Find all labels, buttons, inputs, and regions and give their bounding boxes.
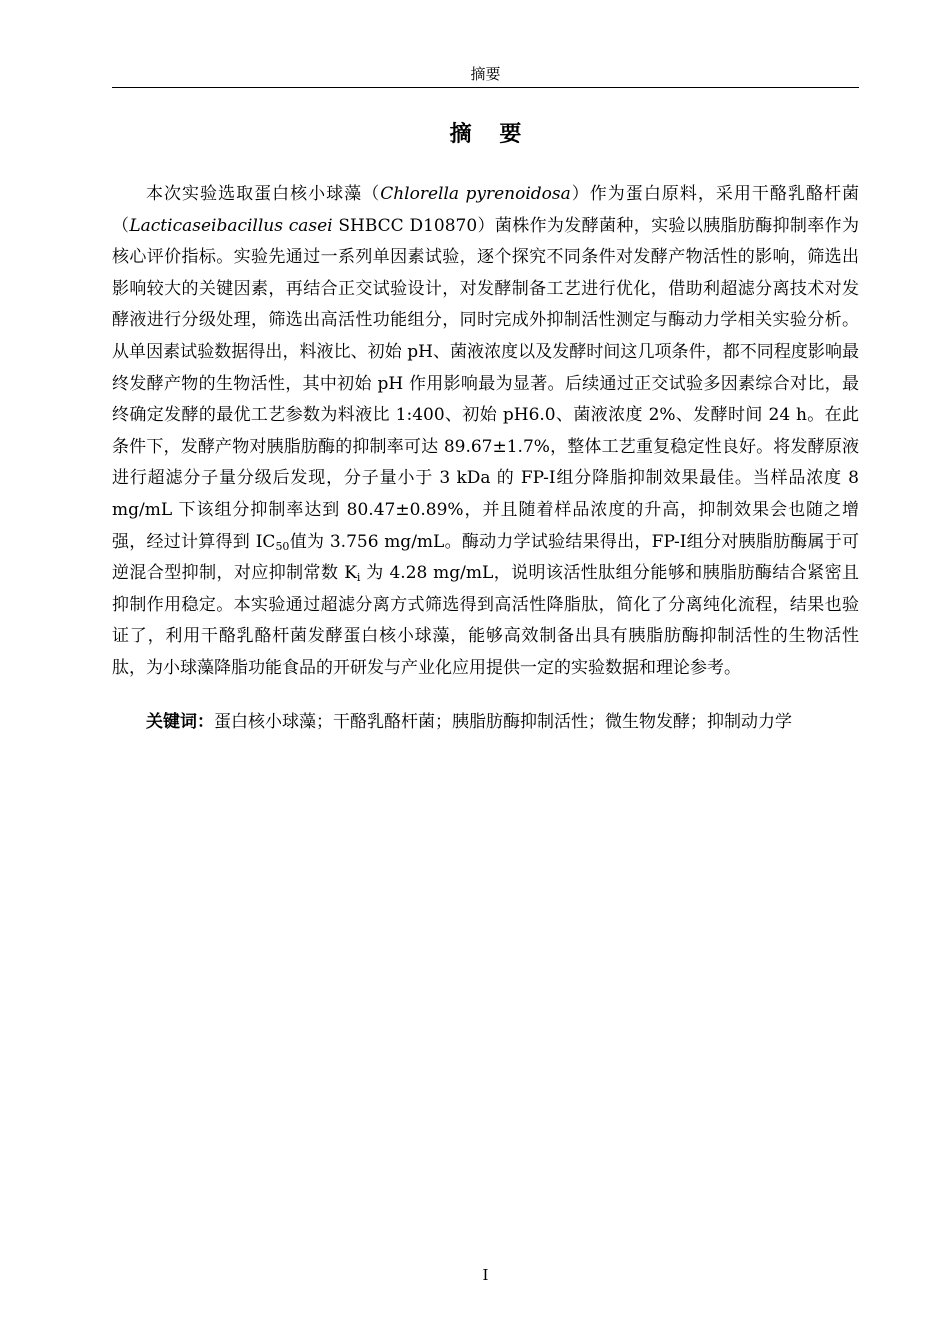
- abstract-text-3: SHBCC D10870）菌株作为发酵菌种，实验以胰脂肪酶抑制率作为核心评价指标。实验先通过一系列单因素试验，逐个探究不同条件对发酵产物活性的影响，筛选出影响较大的关键因素，再结合正交试验设计，对发酵制备工艺进行优化，借助利超滤分离技术对发酵液进行分级处理，筛选出高活性功能组分，同时完成外抑制活性测定与酶动力学相关实验分析。从单因素试验数据得出，料液比、初始 pH、菌液浓度以及发酵时间这几项条件，都不同程度影响最终发酵产物的生物活性，其中初始 pH 作用影响最为显著。后续通过正交试验多因素综合对比，最终确定发酵的最优工艺参数为料液比 1:400、初始 pH6.0、菌液浓度 2%、发酵时间 24 h。在此条件下，发酵产物对胰脂肪酶的抑制率可达 89.67±1.7%，整体工艺重复稳定性良好。将发酵原液进行超滤分子量分级后发现，分子量小于 3 kDa 的 FP-I组分降脂抑制效果最佳。当样品浓度 8 mg/mL 下该组分抑制率达到 80.47±0.89%，并且随着样品浓度的升高，抑制效果会也随之增强，经过计算得到 IC: [112, 215, 860, 552]
- page-number: I: [482, 1266, 489, 1284]
- abstract-paragraph: [112, 179, 859, 685]
- keywords-paragraph: [112, 707, 859, 739]
- species-name-chlorella: Chlorella pyrenoidosa: [380, 184, 571, 204]
- ic50-subscript: 50: [275, 539, 290, 553]
- keywords-label: 关键词：: [146, 711, 214, 732]
- keywords-text: 蛋白核小球藻；干酪乳酪杆菌；胰脂肪酶抑制活性；微生物发酵；抑制动力学: [214, 711, 792, 732]
- ki-subscript: i: [356, 571, 361, 585]
- abstract-text-5: 为 4.28 mg/mL，说明该活性肽组分能够和胰脂肪酶结合紧密且抑制作用稳定。本实验通过超滤分离方式筛选得到高活性降脂肽，简化了分离纯化流程，结果也验证了，利用干酪乳酪杆菌发酵蛋白核小球藻，能够高效制备出具有胰脂肪酶抑制活性的生物活性肽，为小球藻降脂功能食品的开研发与产业化应用提供一定的实验数据和理论参考。: [112, 563, 859, 678]
- abstract-text-4: 值为 3.756 mg/mL。酶动力学试验结果得出，FP-I组分对胰脂肪酶属于可逆混合型抑制，对应抑制常数 K: [112, 531, 859, 584]
- page-title: 摘 要: [449, 121, 532, 147]
- abstract-body: [112, 179, 859, 738]
- running-header: 摘要: [112, 64, 859, 88]
- species-name-lacticaseibacillus: Lacticaseibacillus casei: [129, 215, 333, 236]
- abstract-text-2: ）作为蛋白原料，采用干酪乳酪杆菌（: [112, 184, 860, 236]
- abstract-text-1: 本次实验选取蛋白核小球藻（: [146, 184, 381, 204]
